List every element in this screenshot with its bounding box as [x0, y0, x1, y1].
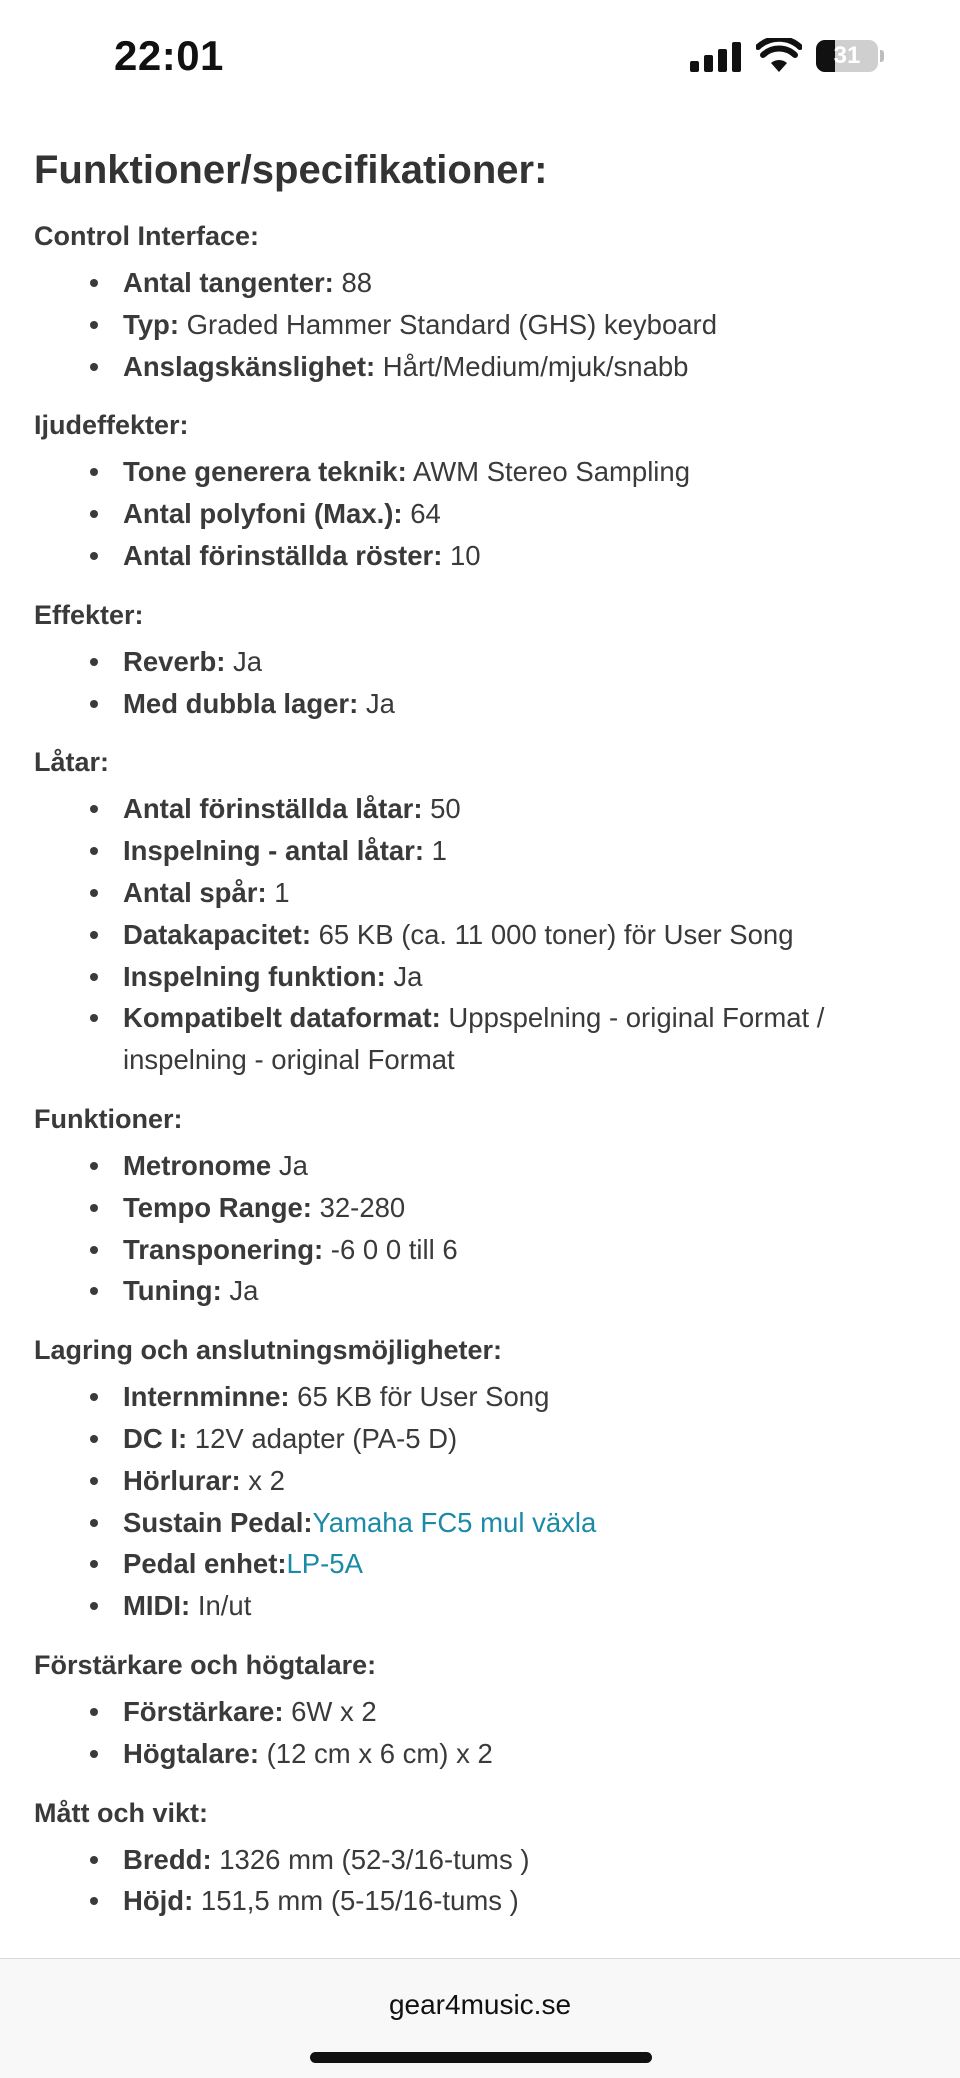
home-indicator[interactable]: [310, 2052, 652, 2063]
spec-value: Ja: [225, 645, 263, 677]
spec-value: 32-280: [311, 1191, 406, 1223]
spec-value: Ja: [221, 1275, 259, 1307]
spec-list: [34, 1145, 934, 1312]
spec-item: [123, 830, 934, 872]
spec-label: Bredd:: [123, 1843, 212, 1875]
spec-label: Metronome: [123, 1149, 272, 1181]
spec-label: Reverb:: [123, 645, 226, 677]
spec-label: Kompatibelt dataformat:: [123, 1002, 441, 1034]
page-title: Funktioner/specifikationer:: [34, 148, 548, 192]
spec-item: [123, 1880, 934, 1922]
spec-item: [123, 641, 934, 683]
spec-value: 88: [333, 267, 373, 298]
spec-item: [123, 535, 934, 577]
spec-value: 6W x 2: [283, 1695, 377, 1727]
url-bar[interactable]: gear4music.se: [388, 1989, 572, 2020]
page-content: [34, 140, 934, 1942]
spec-label: Typ:: [123, 308, 180, 340]
spec-list: [34, 262, 934, 387]
spec-list: [34, 788, 934, 1081]
spec-item: [123, 304, 934, 346]
spec-link[interactable]: LP-5A: [286, 1548, 363, 1580]
spec-item: [123, 1502, 934, 1544]
section-title: Funktioner:: [34, 1103, 183, 1134]
spec-value: AWM Stereo Sampling: [406, 456, 691, 488]
spec-list: [34, 1376, 934, 1627]
spec-label: Högtalare:: [123, 1737, 259, 1769]
cellular-signal-icon: [690, 42, 742, 72]
spec-item: [123, 1691, 934, 1733]
section-title: Effekter:: [34, 599, 144, 630]
spec-label: Anslagskänslighet:: [123, 350, 376, 382]
spec-label: Sustain Pedal:: [123, 1506, 313, 1538]
spec-value: -6 0 0 till 6: [323, 1233, 458, 1265]
spec-label: Antal polyfoni (Max.):: [123, 498, 403, 530]
section-title: Ijudeffekter:: [34, 410, 189, 441]
section-title: Låtar:: [34, 747, 110, 778]
spec-item: [123, 1145, 934, 1187]
spec-item: [123, 346, 934, 388]
spec-label: Transponering:: [123, 1233, 324, 1265]
browser-bottom-bar: [0, 1958, 960, 2078]
spec-label: Med dubbla lager:: [123, 687, 359, 719]
spec-label: Höjd:: [123, 1885, 194, 1917]
spec-label: Antal tangenter:: [123, 267, 334, 298]
spec-label: Inspelning - antal låtar:: [123, 835, 425, 867]
spec-label: Internminne:: [123, 1381, 290, 1413]
spec-item: [123, 1585, 934, 1627]
spec-item: [123, 262, 934, 304]
spec-item: [123, 683, 934, 725]
spec-value: Uppspelning - original Format / inspelning - original Format: [123, 1002, 825, 1076]
status-bar: [0, 0, 960, 110]
spec-value: In/ut: [190, 1590, 252, 1622]
spec-item: [123, 788, 934, 830]
spec-item: [123, 1376, 934, 1418]
spec-value: 1: [266, 876, 290, 908]
spec-item: [123, 1733, 934, 1775]
spec-value: x 2: [240, 1464, 285, 1496]
spec-label: MIDI:: [123, 1590, 191, 1622]
spec-label: Datakapacitet:: [123, 918, 311, 950]
spec-item: [123, 956, 934, 998]
spec-item: [123, 1229, 934, 1271]
spec-value: Hårt/Medium/mjuk/snabb: [375, 350, 689, 382]
spec-value: Ja: [271, 1149, 308, 1181]
spec-value: 65 KB (ca. 11 000 toner) för User Song: [311, 918, 794, 950]
spec-item: [123, 1543, 934, 1585]
spec-label: DC I:: [123, 1422, 188, 1454]
spec-value: 64: [402, 498, 441, 530]
spec-item: [123, 1270, 934, 1312]
spec-item: [123, 872, 934, 914]
section-title: Mått och vikt:: [34, 1797, 209, 1828]
spec-list: [34, 641, 934, 725]
spec-label: Förstärkare:: [123, 1695, 284, 1727]
spec-value: Ja: [358, 687, 395, 719]
section-title: Control Interface:: [34, 221, 260, 251]
spec-label: Pedal enhet:: [123, 1548, 287, 1580]
spec-value: 1: [424, 835, 447, 867]
spec-item: [123, 1187, 934, 1229]
spec-label: Inspelning funktion:: [123, 960, 386, 992]
spec-label: Hörlurar:: [123, 1464, 241, 1496]
section-title: Lagring och anslutningsmöjligheter:: [34, 1335, 503, 1366]
wifi-icon: [756, 38, 802, 74]
spec-label: Antal förinställda låtar:: [123, 793, 423, 825]
spec-value: 151,5 mm (5-15/16-tums ): [193, 1885, 519, 1917]
spec-value: Graded Hammer Standard (GHS) keyboard: [179, 308, 718, 340]
spec-value: 50: [422, 793, 461, 825]
spec-value: 10: [442, 539, 481, 571]
spec-item: [123, 1418, 934, 1460]
spec-label: Tuning:: [123, 1275, 222, 1307]
spec-item: [123, 1839, 934, 1881]
section-title: Förstärkare och högtalare:: [34, 1649, 377, 1680]
spec-value: Ja: [385, 960, 423, 992]
spec-label: Tempo Range:: [123, 1191, 312, 1223]
spec-item: [123, 997, 934, 1081]
spec-item: [123, 914, 934, 956]
spec-list: [34, 1839, 934, 1923]
battery-icon: [816, 40, 884, 72]
spec-label: Tone generera teknik:: [123, 456, 407, 488]
spec-value: 1326 mm (52-3/16-tums ): [211, 1843, 530, 1875]
spec-value: 12V adapter (PA-5 D): [187, 1422, 458, 1454]
spec-value: 65 KB för User Song: [289, 1381, 550, 1413]
spec-value: (12 cm x 6 cm) x 2: [259, 1737, 493, 1769]
spec-item: [123, 1460, 934, 1502]
status-time: 22:01: [114, 32, 224, 79]
spec-list: [34, 451, 934, 576]
battery-percentage: 31: [833, 42, 861, 69]
spec-link[interactable]: Yamaha FC5 mul växla: [312, 1506, 597, 1538]
spec-item: [123, 493, 934, 535]
spec-list: [34, 1691, 934, 1775]
spec-label: Antal spår:: [123, 876, 267, 908]
spec-item: [123, 451, 934, 493]
spec-label: Antal förinställda röster:: [123, 539, 443, 571]
